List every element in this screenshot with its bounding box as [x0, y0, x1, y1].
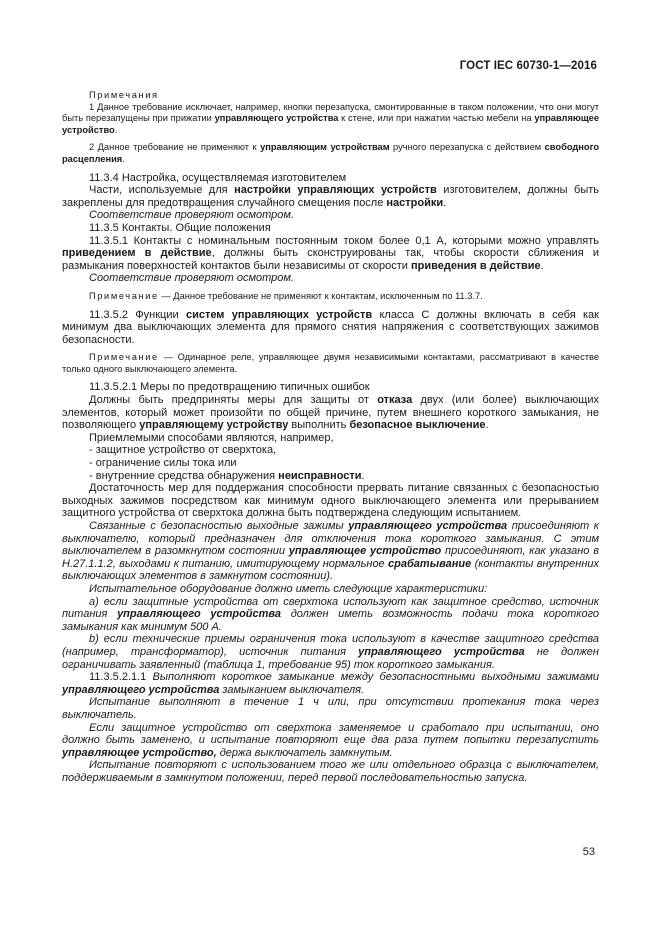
text-run: Если защитное устройство от сверхтока заменяемое и сработало при испытании, оно должно быть заменено, и испытание повторяют еще два раза путем попытки перезапустить: [62, 721, 599, 747]
text-run: Части, используемые для: [89, 184, 235, 197]
term-emphasis: управляющего устройства: [214, 113, 339, 124]
text-run: 11.3.4 Настройка, осуществляемая изготовителем: [89, 171, 347, 184]
text-run: 11.3.5.2 Функции: [89, 308, 186, 321]
body-paragraph: [62, 722, 599, 760]
term-emphasis: управляющего устройства: [358, 645, 525, 658]
text-run: Связанные с безопасностью выходные зажимы: [89, 520, 349, 532]
term-emphasis: приведением в действие: [62, 247, 212, 260]
text-run: выполнить: [288, 419, 350, 432]
body-paragraph: [62, 209, 599, 222]
text-run: Выполняют короткое замыкание между безопасностными выходными зажимами: [152, 671, 599, 684]
text-run: .: [485, 419, 489, 432]
term-emphasis: управляющего устройства: [348, 520, 508, 532]
text-run: (контакты внутренних выключающих элементов в замкнутом состоянии).: [62, 557, 599, 583]
text-run: Испытание повторяют с использованием того же или отдельного образца с выключателем, поддерживаемым в замкнутом положении, перед первой последовательностью запуска.: [62, 759, 599, 784]
text-run: Примечания: [89, 90, 159, 100]
term-emphasis: неисправности: [278, 469, 362, 482]
text-run: Примечание: [89, 290, 159, 301]
term-emphasis: безопасное выключение: [349, 419, 486, 432]
term-emphasis: свободного расцепления: [62, 142, 600, 164]
term-emphasis: отказа: [377, 394, 413, 407]
text-run: .: [540, 259, 544, 272]
text-run: — Одинарное реле, управляющее двумя независимыми контактами, рассматривают в качестве только одного выключающего элемента.: [62, 352, 599, 374]
note-paragraph: [62, 90, 599, 102]
term-emphasis: систем управляющих устройств: [185, 308, 373, 321]
note-paragraph: [62, 102, 599, 137]
term-emphasis: приведения в действие: [410, 259, 541, 272]
text-run: .: [114, 124, 118, 135]
text-run: 1 Данное требование исключает, например, кнопки перезапуска, смонтированные в таком положении, что они могут быть перезапущены при прижатии: [62, 101, 599, 124]
body-paragraph: [62, 482, 599, 520]
term-emphasis: управляющее устройство: [288, 545, 442, 558]
term-emphasis: управляющее устройство,: [62, 746, 217, 759]
body-paragraph: [62, 470, 599, 483]
text-run: присоединяют к выключателю, который предназначен для отключения тока короткого замыкания. С этим выключателем в разомкнутом состоянии: [62, 520, 599, 558]
text-run: 11.3.5.2.1 Меры по предотвращению типичных ошибок: [89, 381, 370, 394]
term-emphasis: управляющим устройствам: [260, 142, 390, 153]
text-run: — Данное требование не применяют к контактам, исключенным по 11.3.7.: [158, 290, 483, 301]
body-paragraph: [62, 235, 599, 273]
body-paragraph: [62, 381, 599, 394]
body-paragraph: [62, 172, 599, 185]
text-run: ручного перезапуска с действием: [389, 142, 545, 153]
text-run: Соответствие проверяют осмотром.: [89, 209, 294, 222]
body-paragraph: [62, 696, 599, 721]
body-paragraph: [62, 520, 599, 583]
text-run: 11.3.5 Контакты. Общие положения: [89, 221, 271, 234]
text-run: 11.3.5.1 Контакты с номинальным постоянным током более 0,1 А, которыми можно управлять: [89, 234, 599, 247]
text-run: Должны быть предприняты меры для защиты от: [89, 394, 378, 407]
text-run: - внутренние средства обнаружения: [89, 469, 279, 482]
term-emphasis: управляющее устройство: [62, 113, 600, 135]
text-run: - защитное устройство от сверхтока,: [89, 444, 277, 457]
text-run: Соответствие проверяют осмотром.: [89, 272, 294, 285]
text-run: Примечание: [89, 352, 159, 363]
text-run: не должен ограничивать заявленный (таблица 1, требование 95) ток короткого замыкания.: [62, 645, 599, 671]
term-emphasis: управляющему устройству: [139, 419, 289, 432]
body-paragraph: [62, 671, 599, 696]
text-run: .: [361, 469, 365, 482]
text-run: должен иметь возможность подачи тока короткого замыкания как минимум 500 А.: [62, 608, 600, 633]
text-run: класса С должны включать в себя как минимум два выключающих элемента для прямого снятия напряжения с соответствующих зажимов безопасности.: [62, 308, 599, 346]
term-emphasis: настройки: [386, 196, 444, 209]
text-run: 11.3.5.2.1.1: [89, 671, 153, 684]
body-paragraph: [62, 457, 599, 470]
body-paragraph: [62, 272, 599, 285]
standard-header: ГОСТ IEC 60730-1—2016: [459, 60, 597, 72]
text-run: , должны быть сконструированы так, чтобы скорости сближения и размыкания поверхностей контактов были независимы от скорости: [62, 247, 599, 272]
text-run: присоединяют, как указано в Н.27.1.1.2, выходами к питанию, имитирующему нормальное: [62, 545, 599, 570]
text-run: двух (или более) выключающих элементов, который может произойти по общей причине, путем внешнего короткого замыкания, не позволяющего: [62, 394, 599, 432]
text-run: b) если технические приемы ограничения тока используют в качестве защитного средства (например, трансформатор), источник питания: [62, 633, 599, 658]
term-emphasis: управляющего устройства: [117, 608, 282, 621]
body-paragraph: [62, 583, 599, 596]
body-paragraph: [62, 633, 599, 671]
text-run: Испытательное оборудование должно иметь следующие характеристики:: [89, 582, 488, 595]
body-paragraph: [62, 394, 599, 432]
body-paragraph: [62, 596, 599, 634]
text-run: .: [122, 153, 125, 164]
text-run: .: [443, 196, 447, 209]
text-run: 2 Данное требование не применяют к: [89, 142, 261, 153]
body-paragraph: [62, 444, 599, 457]
term-emphasis: управляющего устройства: [62, 683, 220, 696]
term-emphasis: настройки управляющих устройств: [234, 184, 437, 197]
text-run: Приемлемыми способами являются, например,: [89, 431, 334, 444]
body-paragraph: [62, 432, 599, 445]
body-paragraph: [62, 309, 599, 347]
note-paragraph: [62, 352, 599, 375]
document-body: [62, 90, 599, 784]
text-run: Достаточность мер для поддержания способности прервать питание связанных с безопасностью выходных зажимов посредством как минимум одного выключающего элемента или прерыванием защитного устройства от сверхтока должна быть подтверждена следующим испытанием.: [62, 482, 599, 520]
body-paragraph: [62, 759, 599, 784]
note-paragraph: [62, 142, 599, 165]
page-number: 53: [582, 846, 595, 858]
text-run: а) если защитные устройства от сверхтока используют как защитное средство, источник питания: [62, 595, 599, 621]
text-run: держа выключатель замкнутым.: [216, 746, 393, 759]
text-run: замыканием выключателя.: [219, 683, 365, 696]
text-run: к стене, или при нажатии частью мебели на: [338, 113, 535, 124]
note-paragraph: [62, 291, 599, 303]
body-paragraph: [62, 184, 599, 209]
text-run: - ограничение силы тока или: [89, 457, 237, 470]
text-run: Испытание выполняют в течение 1 ч или, при отсутствии протекания тока через выключатель.: [62, 696, 599, 721]
body-paragraph: [62, 222, 599, 235]
term-emphasis: срабатывание: [388, 557, 472, 570]
text-run: изготовителем, должны быть закреплены для предотвращения случайного смещения после: [62, 184, 599, 209]
